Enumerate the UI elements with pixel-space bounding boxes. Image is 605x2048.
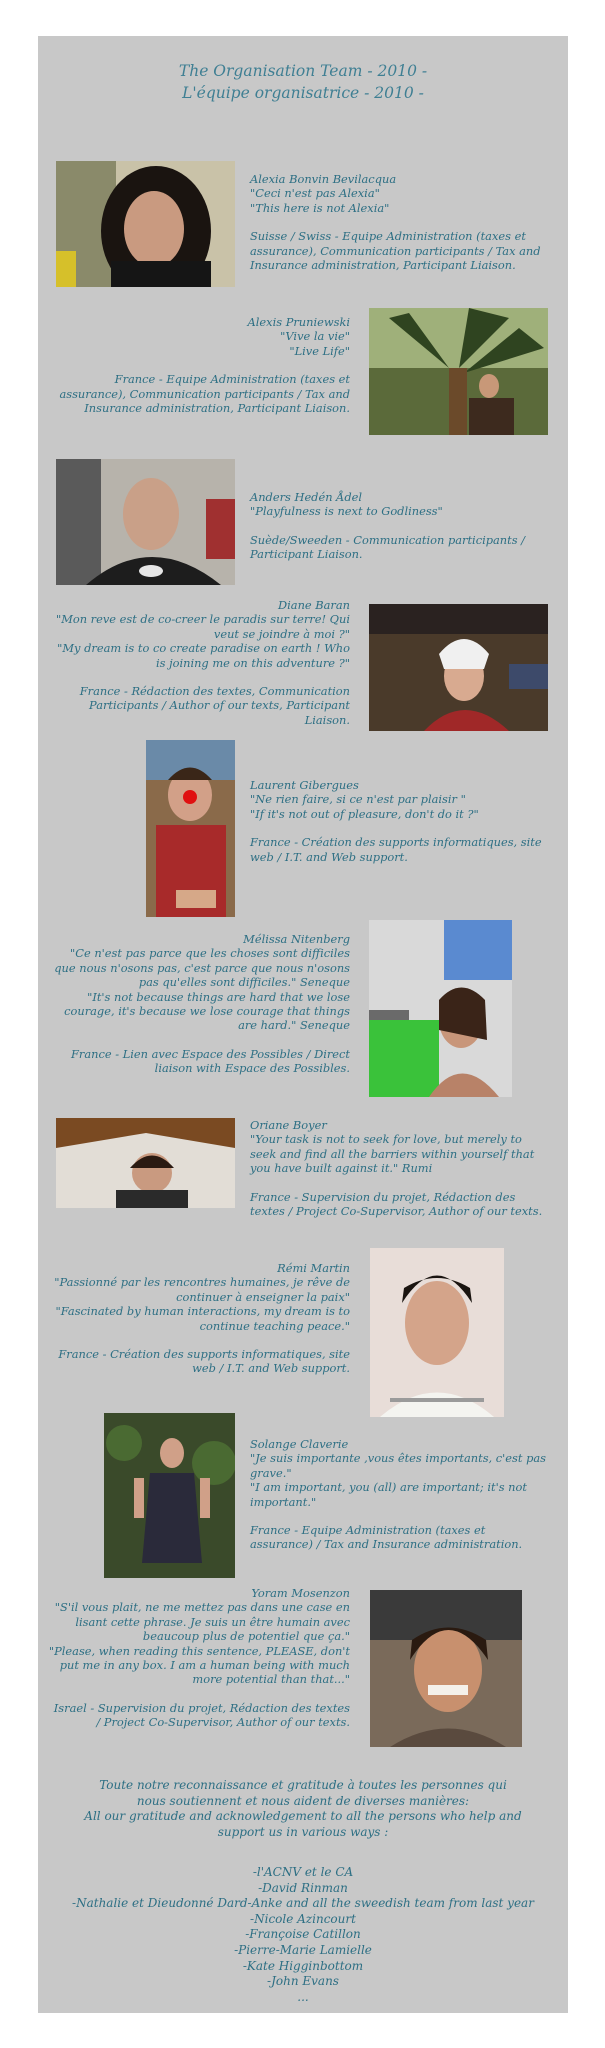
member-quote-en: "Your task is not to seek for love, but merely to seek and find all the barriers within yourself that you have built against it." Rumi	[250, 1132, 535, 1176]
member-role: Suède/Sweeden - Communication participants / Participant Liaison.	[250, 532, 526, 562]
member-name: Alexis Pruniewski	[247, 315, 350, 329]
member-role: Suisse / Swiss - Equipe Administration (taxes et assurance), Communication participants / Tax and Insurance administration, Participant Liaison.	[250, 229, 541, 273]
thanks-name: -David Rinman	[258, 1880, 348, 1895]
member-quote-en: "I am important, you (all) are important; it's not important."	[250, 1480, 527, 1509]
member-photo-oriane	[56, 1118, 235, 1208]
team-page-panel	[38, 36, 568, 2013]
member-name: Anders Hedén Ådel	[250, 490, 363, 504]
member-entry-solange	[250, 1437, 550, 1552]
thanks-name: -Pierre-Marie Lamielle	[234, 1942, 372, 1957]
member-quote-en: "My dream is to co create paradise on earth ! Who is joining me on this adventure ?"	[57, 641, 350, 670]
member-photo-yoram	[370, 1590, 522, 1747]
member-quote-en: "If it's not out of pleasure, don't do it ?"	[250, 806, 479, 821]
thanks-name: -John Evans	[267, 1974, 339, 1989]
thanks-name: -Kate Higginbottom	[242, 1958, 364, 1973]
member-role: France - Equipe Administration (taxes et assurance) / Tax and Insurance administration.	[250, 1523, 523, 1552]
member-entry-anders	[250, 490, 550, 562]
member-entry-oriane	[250, 1118, 550, 1218]
member-entry-remi	[48, 1261, 350, 1376]
member-entry-alexia	[250, 172, 550, 272]
member-entry-diane	[48, 598, 350, 727]
thanks-section	[38, 1778, 568, 1840]
member-name: Rémi Martin	[277, 1261, 350, 1275]
member-quote-en: "This here is not Alexia"	[250, 200, 390, 215]
member-quote-en: "It's not because things are hard that we lose courage, it's because we lose courage that things are hard." Seneque	[64, 989, 350, 1033]
member-role: France - Supervision du projet, Rédaction des textes / Project Co-Supervisor, Author of our texts.	[250, 1189, 543, 1219]
member-photo-melissa	[369, 920, 512, 1097]
member-name: Laurent Gibergues	[250, 778, 359, 792]
thanks-french: Toute notre reconnaissance et gratitude à toutes les personnes qui nous soutiennent et nous aident de diverses manières:	[99, 1778, 507, 1808]
page-title	[38, 60, 568, 104]
member-quote-fr: "S'il vous plait, ne me mettez pas dans une case en lisant cette phrase. Je suis un être humain avec beaucoup plus de potentiel que ça."	[54, 1600, 350, 1644]
thanks-name: -Françoise Catillon	[245, 1927, 361, 1942]
member-quote-fr: "Je suis importante ,vous êtes importants, c'est pas grave."	[250, 1451, 547, 1480]
member-photo-diane	[369, 604, 548, 731]
thanks-name: -Nicole Azincourt	[250, 1911, 356, 1926]
member-name: Yoram Mosenzon	[251, 1586, 350, 1600]
thanks-english: All our gratitude and acknowledgement to all the persons who help and support us in various ways :	[84, 1809, 522, 1839]
member-role: France - Lien avec Espace des Possibles / Direct liaison with Espace des Possibles.	[71, 1046, 350, 1076]
thanks-name: -l'ACNV et le CA	[252, 1865, 354, 1879]
member-name: Diane Baran	[278, 598, 350, 612]
member-photo-remi	[370, 1248, 504, 1417]
member-entry-melissa	[48, 932, 350, 1076]
thanks-ellipsis: ...	[297, 1989, 309, 2004]
member-name: Oriane Boyer	[250, 1118, 327, 1132]
member-photo-laurent	[146, 740, 235, 917]
member-entry-alexis	[48, 315, 350, 415]
member-role: France - Création des supports informatiques, site web / I.T. and Web support.	[58, 1347, 350, 1376]
member-quote-fr: "Passionné par les rencontres humaines, je rêve de continuer à enseigner la paix"	[54, 1275, 350, 1304]
member-quote-en: "Please, when reading this sentence, PLEASE, don't put me in any box. I am a human being with much more potential than that..."	[48, 1643, 350, 1687]
member-photo-alexis	[369, 308, 548, 435]
member-name: Alexia Bonvin Bevilacqua	[250, 172, 397, 186]
member-role: France - Création des supports informatiques, site web / I.T. and Web support.	[250, 835, 542, 864]
member-quote-fr: "Playfulness is next to Godliness"	[250, 504, 443, 519]
member-role: France - Rédaction des textes, Communication Participants / Author of our texts, Participant Liaison.	[79, 684, 350, 727]
title-line-french: L'équipe organisatrice - 2010 -	[182, 84, 424, 102]
member-photo-anders	[56, 459, 235, 585]
title-line-english: The Organisation Team - 2010 -	[178, 62, 428, 80]
member-quote-fr: "Vive la vie"	[280, 329, 350, 344]
member-entry-yoram	[48, 1586, 350, 1730]
member-name: Mélissa Nitenberg	[243, 932, 350, 946]
member-quote-fr: "Ne rien faire, si ce n'est par plaisir "	[250, 792, 466, 807]
member-photo-alexia	[56, 161, 235, 287]
thanks-name: -Nathalie et Dieudonné Dard-Anke and all the sweedish team from last year	[72, 1896, 534, 1911]
member-quote-fr: "Ceci n'est pas Alexia"	[250, 186, 380, 201]
member-photo-solange	[104, 1413, 235, 1578]
member-entry-laurent	[250, 778, 550, 864]
member-quote-en: "Live Life"	[289, 343, 350, 358]
member-name: Solange Claverie	[250, 1437, 349, 1451]
member-role: Israel - Supervision du projet, Rédaction des textes / Project Co-Supervisor, Author of our texts.	[53, 1700, 350, 1730]
thanks-names-list	[38, 1865, 568, 2005]
member-quote-fr: "Ce n'est pas parce que les choses sont difficiles que nous n'osons pas, c'est parce que nous n'osons pas qu'elles sont difficiles." Seneque	[54, 946, 350, 990]
member-quote-fr: "Mon reve est de co-creer le paradis sur terre! Qui veut se joindre à moi ?"	[55, 612, 350, 641]
member-quote-en: "Fascinated by human interactions, my dream is to continue teaching peace."	[55, 1304, 350, 1333]
member-role: France - Equipe Administration (taxes et assurance), Communication participants / Tax and Insurance administration, Participant Liaison.	[59, 372, 350, 416]
